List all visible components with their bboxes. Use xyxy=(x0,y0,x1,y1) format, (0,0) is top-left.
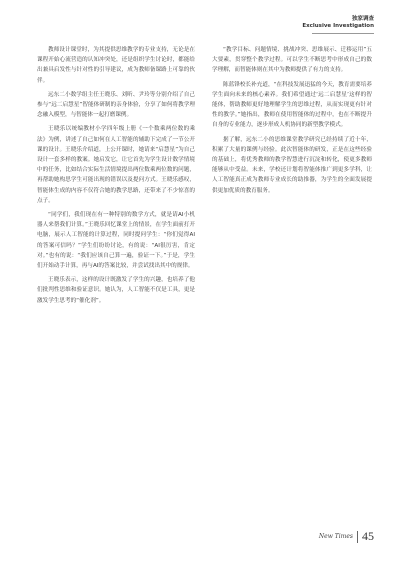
paragraph: 远东二小数学组主任王晓乐、刘昕、尹玲等分别介绍了自己参与“远二启慧星”智能体研制的亲身体验，分享了如何将教学理念融入模型，与智能体一起打磨课例。 xyxy=(37,91,195,119)
paragraph: “教学目标、问题情境、挑战冲突、思维展示、迁移运用”五大要素，贯穿整个教学过程。可以学生不断思考中形成自己的数学理解，而智能体则在其中为教师提供了有力的支持。 xyxy=(212,47,372,74)
section-title-cn: 独家调查 xyxy=(351,16,374,22)
section-title-en: Exclusive Investigation xyxy=(302,23,374,29)
paragraph: 教师设计课堂时，为其提供思维教学的专业支持，无论是在课程开始心流营造的认知冲突处，还是组织学生讨论时，都能给出兼具启发性与针对性的引导建议，成为教师备课路上可靠的伙伴。 xyxy=(37,47,195,84)
page-footer xyxy=(319,529,374,544)
article-column-left xyxy=(37,45,195,310)
section-header xyxy=(254,16,374,30)
page-number: 45 xyxy=(362,529,374,543)
paragraph: 王晓乐以统编教材小学四年级上册《一个数乘两位数的乘法》为例，讲述了自己如何在人工智能的辅助下完成了一节公开课的设计。王晓乐介绍道，上公开课时，她请来“启慧星”为自己设计一套多样的教案。她启发它，让它首先为学生设计数学情境中的任务，比如结合实际生活情境提出两位数乘两位数的问题，再帮助她构思学生可能出现的错误以及提问方式。王晓乐感叹，智能体生成的内容不仅符合她的教学思路，还带来了不少惊喜的点子。 xyxy=(37,126,195,204)
paragraph: 据了解，远东二小的思维课堂教学研究已经持续了近十年，积累了大量的课例与经验。此次智能体的研发，正是在这些经验的基础上，将优秀教师的教学智慧进行沉淀和转化，使更多教师能够从中受益。未来，学校还计划将智能体推广到更多学科，让人工智能真正成为教师专业成长的助推器，为学生的全面发展提供更加优质的教育服务。 xyxy=(212,136,372,194)
paragraph: 陈蓝锋校长补充道，“在科技发展迅猛的今天，教育需要培养学生面向未来的核心素养。我们希望通过‘远二启慧星’这样的智能体，帮助教师更好地理解学生的思维过程，从而实现更有针对性的教学。”她指出，教师在使用智能体的过程中，也在不断提升自身的专业能力，逐步形成人机协同的新型教学模式。 xyxy=(212,81,372,129)
header-divider xyxy=(312,33,374,34)
footer-divider xyxy=(357,531,358,543)
article-column-right xyxy=(212,45,372,200)
magazine-name: New Times xyxy=(318,533,353,540)
paragraph: “同学们，我们现在有一种特别的数学方式，就是请AI小机器人来帮我们计算。”王晓乐回忆课堂上的情景，在学生面前打开电脑，展示人工智能的计算过程，同时提问学生：“你们觉得AI的答案可信吗？”学生们纷纷讨论，有的说：“AI很厉害，肯定对。”也有的说：“我们应该自己算一遍，验证一下。”于是，学生们开始动手计算，再与AI的答案比较，并尝试找出其中的规律。 xyxy=(37,212,195,270)
paragraph: 王晓乐表示，这样的设计既激发了学生的兴趣，也培养了他们批判性思维和验证意识。她认为，人工智能不仅是工具，更是激发学生思考的“催化剂”。 xyxy=(37,277,195,304)
